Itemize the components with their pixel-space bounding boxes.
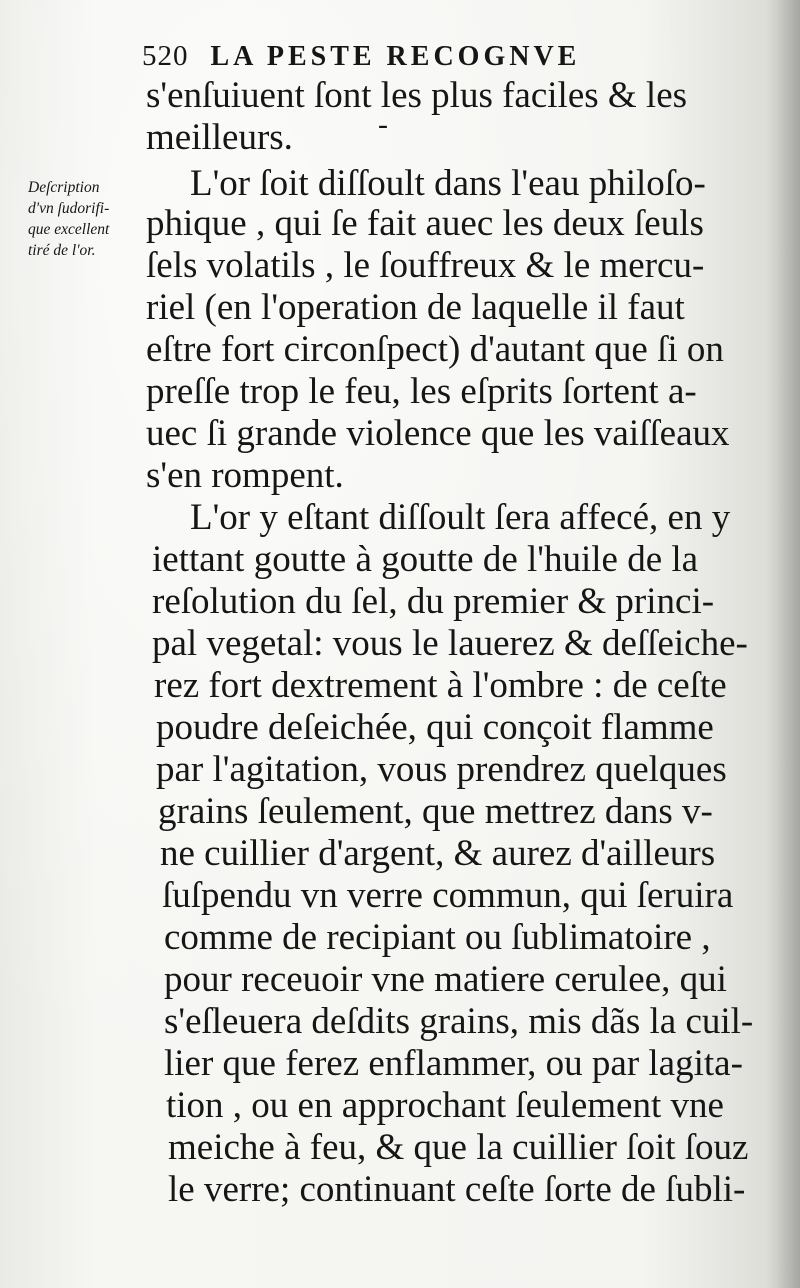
- text-line: reſolution du ſel, du premier & princi-: [152, 581, 715, 622]
- text-line: riel (en l'operation de laquelle il faut: [146, 287, 685, 328]
- text-line: uec ſi grande violence que les vaiſſeaux: [146, 413, 730, 454]
- text-line: grains ſeulement, que mettrez dans v-: [158, 791, 713, 832]
- text-line: preſſe trop le feu, les eſprits ſortent a-: [146, 371, 697, 412]
- text-line: pal vegetal: vous le lauerez & deſſeiche-: [152, 623, 748, 664]
- text-line: ſels volatils , le ſouffreux & le mercu-: [146, 245, 705, 286]
- margin-note-line: d'vn ſudorifi-: [28, 200, 110, 217]
- text-line: tion , ou en approchant ſeulement vne: [166, 1085, 724, 1126]
- page-number: 520: [142, 40, 189, 72]
- text-line: meilleurs.: [146, 117, 293, 158]
- text-line: pour receuoir vne matiere cerulee, qui: [164, 959, 727, 1000]
- margin-note-line: Deſcription: [28, 179, 100, 196]
- text-line: poudre deſeichée, qui conçoit flamme: [156, 707, 714, 748]
- running-title: LA PESTE RECOGNVE: [210, 41, 581, 72]
- text-line: ſuſpendu vn verre commun, qui ſeruira: [162, 875, 734, 916]
- text-line: le verre; continuant ceſte ſorte de ſubli-: [168, 1169, 746, 1210]
- text-line: iettant goutte à goutte de l'huile de la: [152, 539, 699, 580]
- text-line: meiche à feu, & que la cuillier ſoit ſouz: [168, 1127, 749, 1168]
- text-line: s'eſleuera deſdits grains, mis dãs la cuil-: [164, 1001, 754, 1042]
- margin-note-line: que excellent: [28, 221, 110, 238]
- text-line: L'or ſoit diſſoult dans l'eau philoſo-: [190, 163, 706, 204]
- text-line: par l'agitation, vous prendrez quelques: [156, 749, 727, 790]
- text-line: comme de recipiant ou ſublimatoire ,: [164, 917, 711, 958]
- text-line: L'or y eſtant diſſoult ſera affecé, en y: [190, 497, 731, 538]
- text-line: s'en rompent.: [146, 455, 344, 496]
- page-edge-shadow: [766, 0, 800, 1288]
- stray-mark: -: [378, 108, 388, 141]
- text-line: phique , qui ſe fait auec les deux ſeuls: [146, 203, 704, 244]
- text-line: ne cuillier d'argent, & aurez d'ailleurs: [160, 833, 716, 874]
- text-line: rez fort dextrement à l'ombre : de ceſte: [154, 665, 727, 706]
- text-line: s'enſuiuent ſont les plus faciles & les: [146, 75, 688, 116]
- text-line: lier que ferez enflammer, ou par lagita-: [164, 1043, 743, 1084]
- margin-note-line: tiré de l'or.: [28, 242, 96, 259]
- text-line: eſtre fort circonſpect) d'autant que ſi on: [146, 329, 724, 370]
